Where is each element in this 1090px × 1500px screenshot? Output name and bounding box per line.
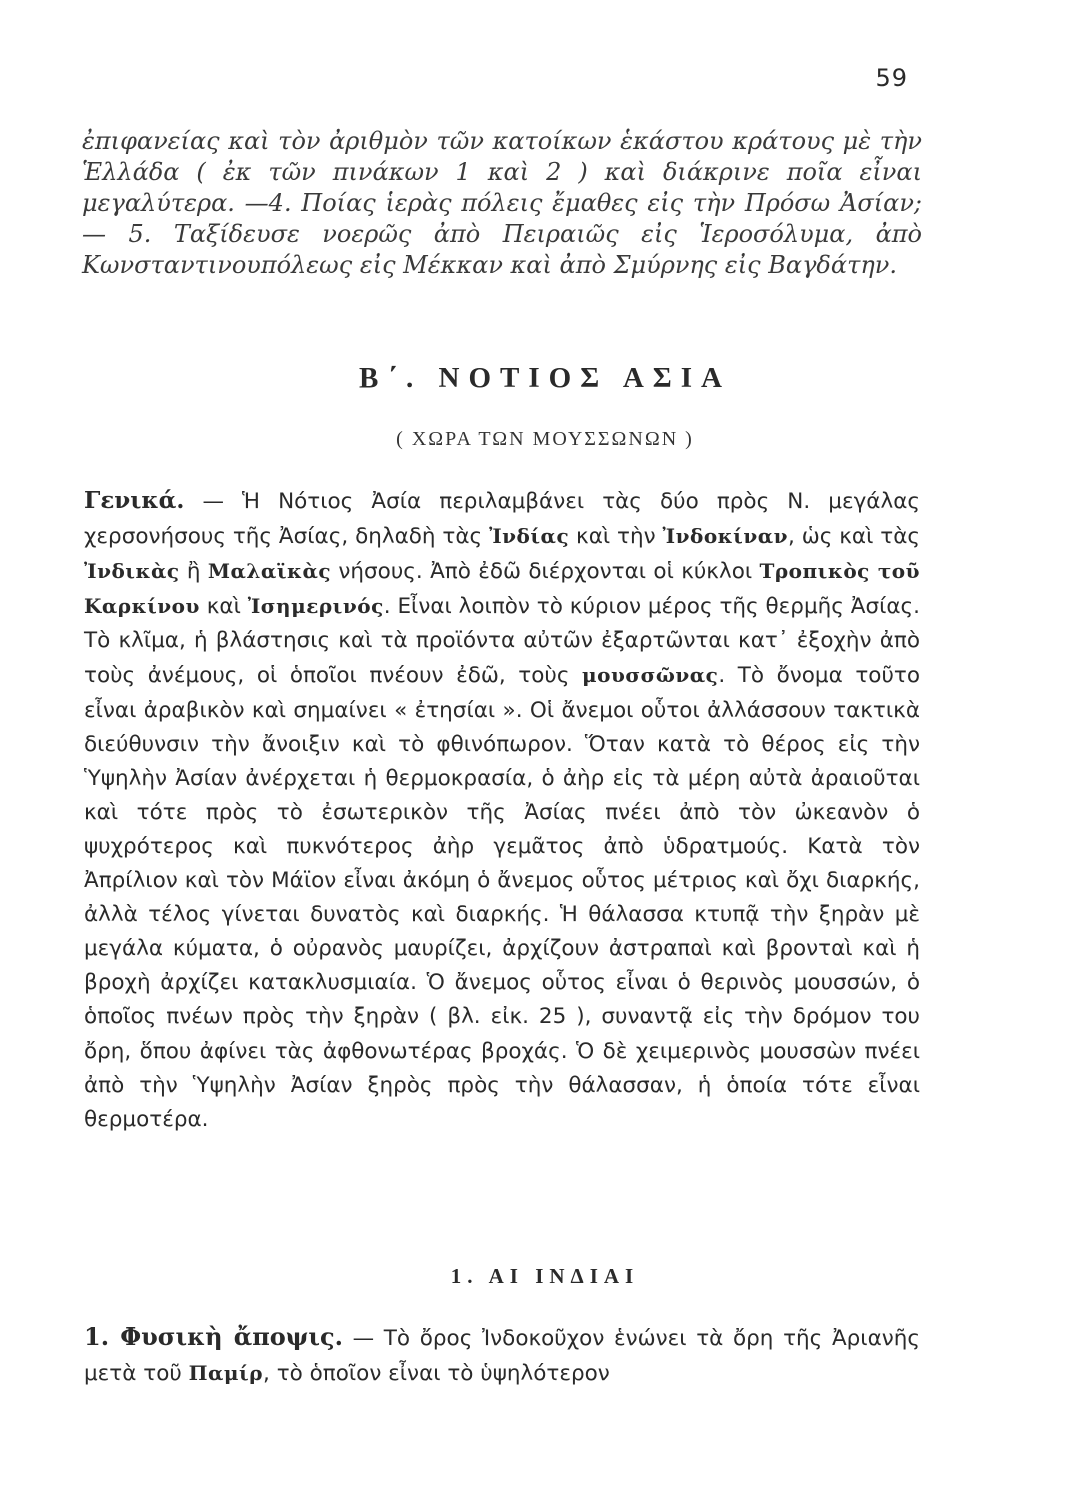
section-title: Β΄. ΝΟΤΙΟΣ ΑΣΙΑ <box>359 362 731 394</box>
text-run: . Τὸ ὄνομα τοῦτο εἶναι ἀραβικὸν καὶ σημαίνει « ἐτησίαι ». Οἱ ἄνεμοι οὗτοι ἀλλάσσουν τακτικὰ διεύθυνσιν τὴν ἄνοιξιν καὶ τὸ φθινόπωρον. Ὅταν κατὰ τὸ θέρος εἰς τὴν Ὑψηλὴν Ἀσίαν ἀνέρχεται ἡ θερμοκρασία, ὁ ἀὴρ εἰς τὰ μέρη αὐτὰ ἀραιοῦται καὶ τότε πρὸς τὸ ἐσωτερικὸν τῆς Ἀσίας πνέει ἀπὸ τὸν ὠκεανὸν ὁ ψυχρότερος καὶ πυκνότερος ἀὴρ γεμᾶτος ἀπὸ ὑδρατμούς. Κατὰ τὸν Ἀπρίλιον καὶ τὸν Μάϊον εἶναι ἀκόμη ὁ ἄνεμος οὗτος μέτριος καὶ ὄχι διαρκής, ἀλλὰ τέλος γίνεται δυνατὸς καὶ διαρκής. Ἡ θάλασσα κτυπᾷ τὴν ξηρὰν μὲ μεγάλα κύματα, ὁ οὐρανὸς μαυρίζει, ἀρχίζουν ἀστραπαὶ καὶ βρονταὶ καὶ ἡ βροχὴ ἀρχίζει κατακλυσμιαία. Ὁ ἄνεμος οὗτος εἶναι ὁ θερινὸς μουσσών, ὁ ὁποῖος πνέων πρὸς τὴν ξηρὰν ( βλ. εἰκ. 25 ), συναντᾷ εἰς τὴν δρόμον του ὄρη, ὅπου ἀφίνει τὰς ἀφθονωτέρας βροχάς. Ὁ δὲ χειμερινὸς μουσσὼν πνέει ἀπὸ τὴν Ὑψηλὴν Ἀσίαν ξηρὸς πρὸς τὴν θάλασσαν, ἡ ὁποία τότε εἶναι θερμοτέρα. <box>84 663 920 1132</box>
text-run: — Τὸ ὄρος Ἰνδοκοῦχον ἑνώνει τὰ ὄρη τῆς Ἀριανῆς μετὰ τοῦ <box>84 1326 920 1386</box>
exercises-text: ἐπιφανείας καὶ τὸν ἀριθμὸν τῶν κατοίκων ἑκάστου κράτους μὲ τὴν Ἑλλάδα ( ἐκ τῶν πινάκων 1 καὶ 2 ) καὶ διάκρινε ποῖα εἶναι μεγαλύτερα. —4. Ποίας ἱερὰς πόλεις ἔμαθες εἰς τὴν Πρόσω Ἀσίαν; — 5. Ταξίδευσε νοερῶς ἀπὸ Πειραιῶς εἰς Ἱεροσόλυμα, ἀπὸ Κωνσταντινουπόλεως εἰς Μέκκαν καὶ ἀπὸ Σμύρνης εἰς Βαγδάτην. <box>82 127 922 279</box>
text-run: . Εἶναι λοιπὸν τὸ κύριον μέρος τῆς θερμῆς Ἀσίας. Τὸ κλῖμα, ἡ βλάστησις καὶ τὰ προϊόντα αὐτῶν ἐξαρτῶνται κατ᾽ ἐξοχὴν ἀπὸ τοὺς ἀνέμους, οἱ ὁποῖοι πνέουν ἐδῶ, τοὺς <box>84 594 920 689</box>
run-in-heading: 1. Φυσικὴ ἄποψις. <box>84 1322 343 1351</box>
run-in-heading: Γενικά. <box>84 487 185 514</box>
text-run: — Ἡ Νότιος Ἀσία περιλαμβάνει τὰς δύο πρὸς Ν. μεγάλας χερσονήσους τῆς Ἀσίας, δηλαδὴ τὰς <box>84 489 920 550</box>
text-run: νήσους. Ἀπὸ ἐδῶ διέρχονται οἱ κύκλοι <box>331 559 760 585</box>
subsection-title: 1. ΑΙ ΙΝΔΙΑΙ <box>450 1264 640 1288</box>
bold-term: Παμίρ <box>188 1361 264 1385</box>
bold-term: Μαλαϊκὰς <box>207 559 332 584</box>
physical-paragraph <box>84 1320 920 1391</box>
text-run: καὶ <box>199 594 248 620</box>
text-run: , τὸ ὁποῖον εἶναι τὸ ὑψηλότερον <box>263 1361 610 1386</box>
bold-term: Ἰσημερινός <box>247 594 384 619</box>
section-subtitle: ( ΧΩΡΑ ΤΩΝ ΜΟΥΣΣΩΝΩΝ ) <box>396 428 694 450</box>
text-run: ἢ <box>179 559 208 585</box>
text-run: καὶ τὴν <box>569 524 663 550</box>
page-number: 59 <box>875 64 908 92</box>
bold-term: μουσσῶνας <box>582 663 719 688</box>
exercises-block <box>82 126 922 281</box>
text-run: , ὡς καὶ τὰς <box>787 524 920 550</box>
bold-term: Ἰνδικὰς <box>84 559 180 584</box>
paragraph <box>84 1320 920 1391</box>
bold-term: Ἰνδίας <box>489 524 570 549</box>
bold-term: Ἰνδοκίναν <box>662 524 788 549</box>
general-paragraph <box>84 484 920 1137</box>
paragraph <box>84 484 920 1137</box>
bold-term: Τροπικὸς τοῦ Καρκίνου <box>84 559 921 619</box>
